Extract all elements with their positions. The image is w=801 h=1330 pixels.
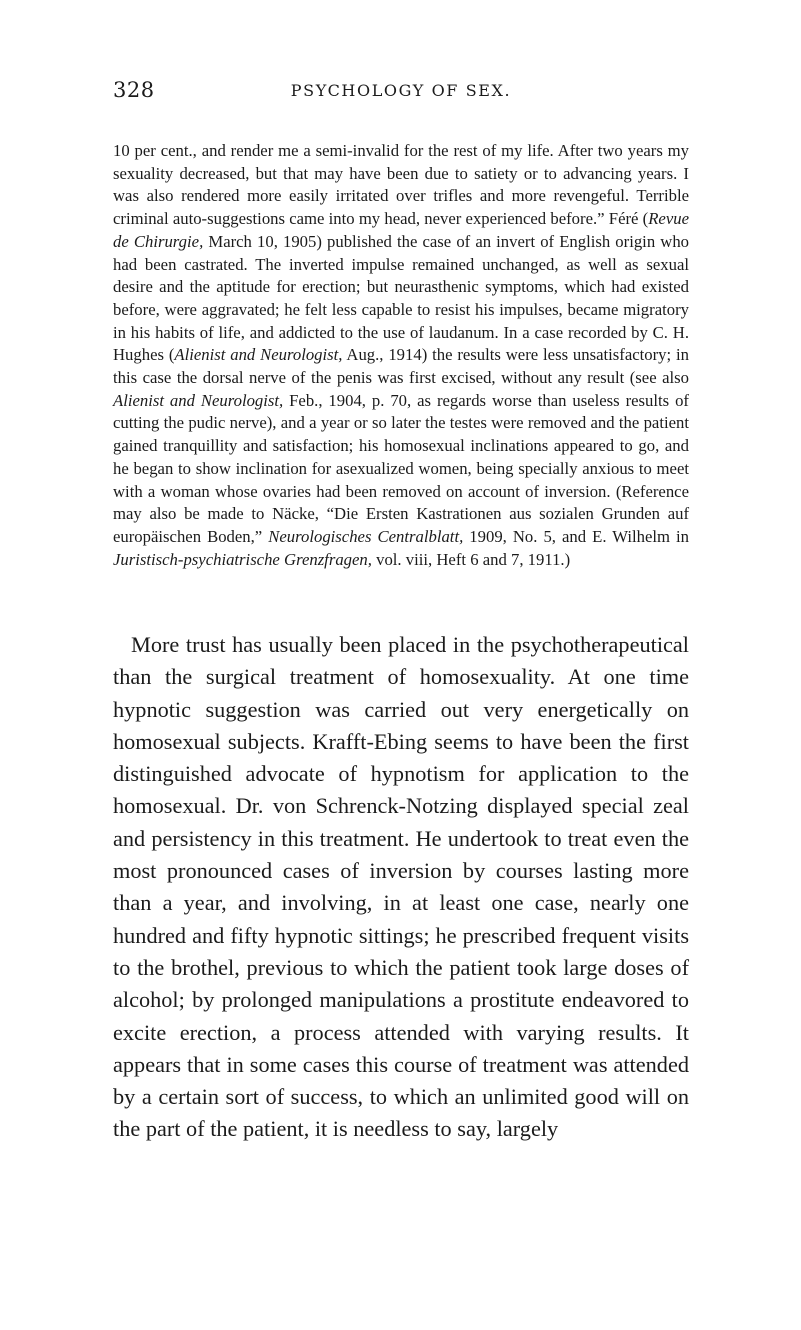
citation-title: Alienist and Neurologist, [113, 390, 284, 410]
note-text: Feb., 1904, p. 70, as regards worse than useless results of cutting the pudic nerve), and a year or so later the testes were removed and the patient gained tranquillity and satisfaction; his homosexual inclinations appeared to go, and he began to show inclination for asexualized women, being specially anxious to meet with a woman whose ovaries had been removed on account of inversion. (Reference may also be made to Näcke, “Die Ersten Kastrationen aus sozialen Grunden auf europäischen Boden,” [113, 390, 689, 546]
footnote-paragraph [113, 140, 689, 571]
citation-title: Revue de Chirurgie, [113, 209, 689, 251]
page-number: 328 [113, 78, 155, 102]
note-text: 1909, No. 5, and E. Wilhelm in [463, 526, 689, 546]
running-head: PSYCHOLOGY OF SEX. [290, 81, 512, 100]
note-text: 10 per cent., and render me a semi-invalid for the rest of my life. After two years my sexuality decreased, but that may have been due to satiety or to advancing years. I was also rendered more easily irritated over trifles and more revengeful. Terrible criminal auto-suggestions came into my head, never experienced before.” Féré ( [113, 141, 689, 229]
citation-title: Juristisch-psychiatrische Grenzfragen, [113, 549, 372, 569]
page-header [113, 78, 689, 106]
note-text: March 10, 1905) published the case of an invert of English origin who had been castrated. The inverted impulse remained unchanged, as well as sexual desire and the aptitude for erection; but neurasthenic symptoms, which had existed before, were aggravated; he felt less capable to resist his impulses, became migratory in his habits of life, and addicted to the use of laudanum. In a case recorded by C. H. Hughes ( [113, 231, 690, 365]
body-paragraph: More trust has usually been placed in the psychotherapeutical than the surgical treatment of homosexuality. At one time hypnotic suggestion was carried out very energetically on homosexual subjects. Krafft-Ebing seems to have been the first distinguished advocate of hypnotism for application to the homosexual. Dr. von Schrenck-Notzing displayed special zeal and persistency in this treatment. He undertook to treat even the most pronounced cases of inversion by courses lasting more than a year, and involving, in at least one case, nearly one hundred and fifty hypnotic sittings; he prescribed frequent visits to the brothel, previous to which the patient took large doses of alcohol; by prolonged manipulations a prostitute endeavored to excite erection, a process attended with varying results. It appears that in some cases this course of treatment was attended by a certain sort of success, to which an unlimited good will on the part of the patient, it is needless to say, largely [113, 632, 689, 1142]
citation-title: Neurologisches Centralblatt, [268, 526, 464, 546]
note-text: Aug., 1914) the results were less unsatisfactory; in this case the dorsal nerve of the penis was first excised, without any result (see also [113, 345, 689, 388]
citation-title: Alienist and Neurologist, [174, 345, 343, 365]
note-text: vol. viii, Heft 6 and 7, 1911.) [371, 549, 571, 569]
